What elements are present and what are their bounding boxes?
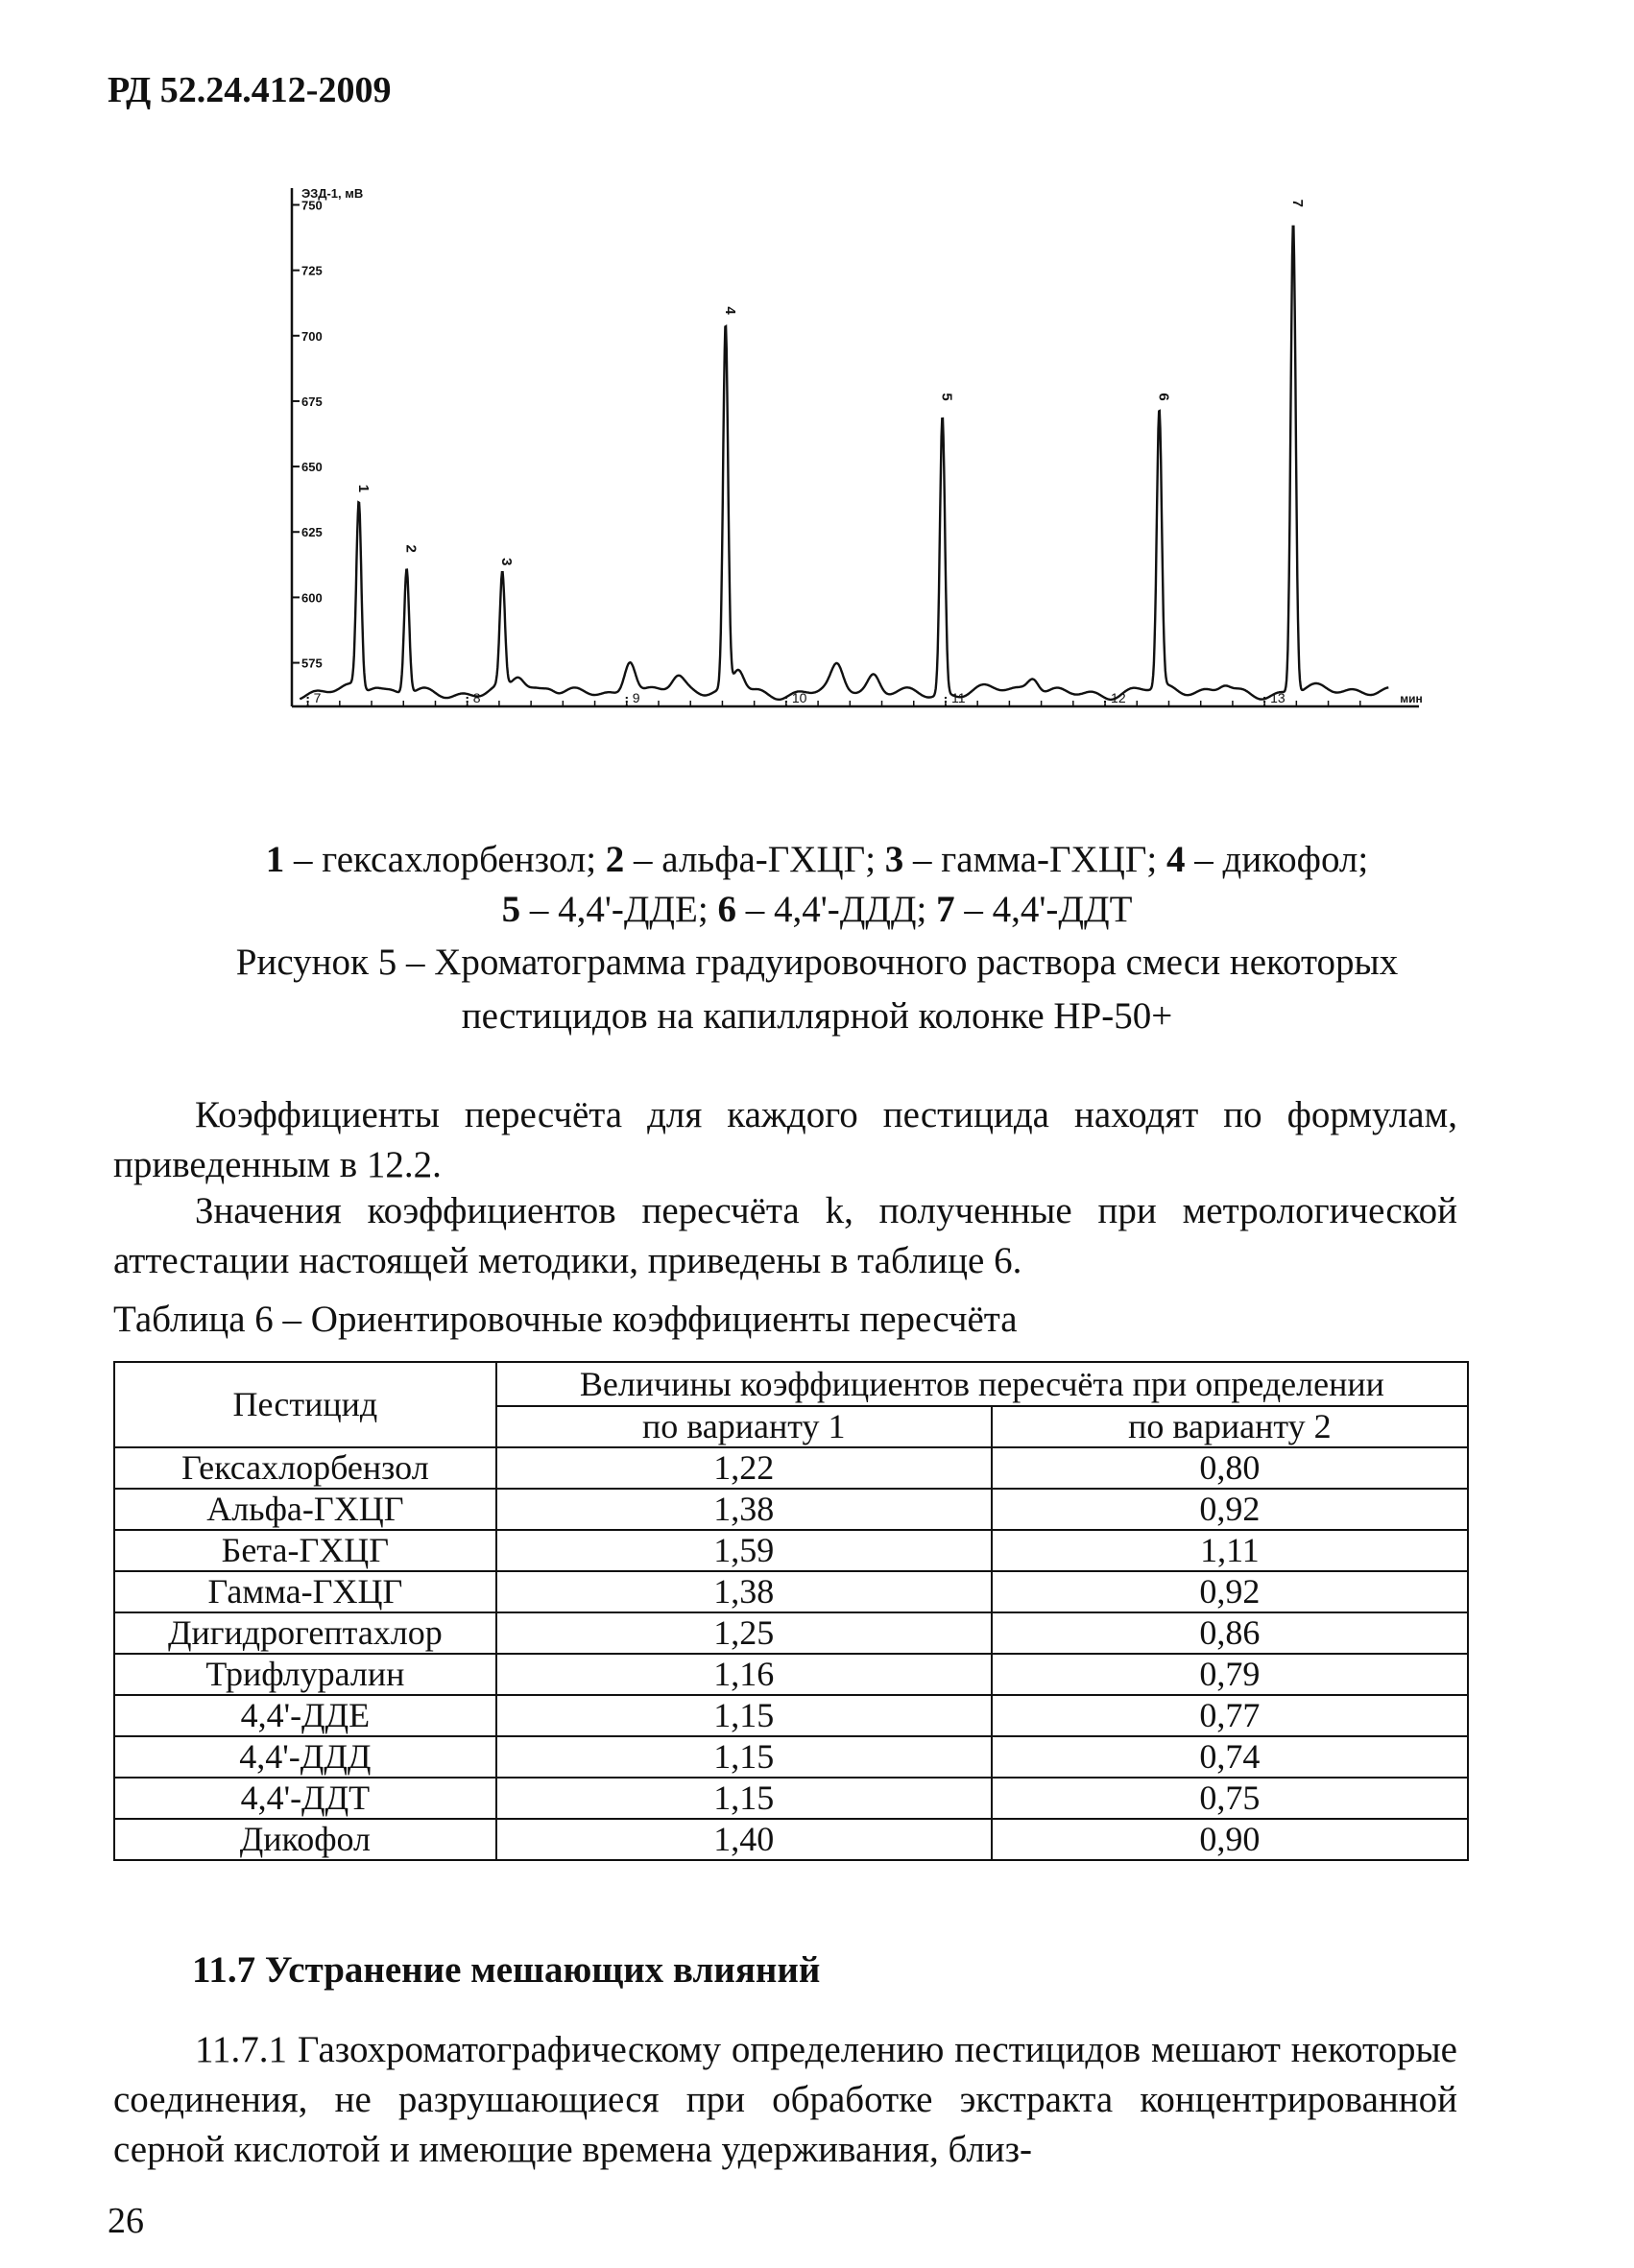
legend-num: 1 [265,839,285,880]
legend-num: 7 [936,889,955,930]
legend-num: 5 [501,889,521,930]
legend-text: – 4,4'-ДДТ [954,889,1133,930]
cell-variant-2: 0,86 [992,1612,1468,1654]
legend-text: – 4,4'-ДДЕ; [520,889,718,930]
cell-variant-2: 0,79 [992,1654,1468,1695]
cell-pesticide: Гексахлорбензол [114,1447,496,1489]
legend-num: 6 [717,889,736,930]
paragraph-1: Коэффициенты пересчёта для каждого пестицида находят по формулам, приведенным в 12.2. [113,1094,1457,1185]
y-tick-label: 600 [301,590,323,606]
y-tick-label: 725 [301,263,323,278]
legend-text: – гамма-ГХЦГ; [903,839,1166,880]
peak-label: 1 [354,484,372,493]
cell-variant-1: 1,38 [496,1571,992,1612]
table-row [114,1489,1468,1530]
cell-pesticide: Трифлуралин [114,1654,496,1695]
cell-variant-2: 0,75 [992,1778,1468,1819]
header-group: Величины коэффициентов пересчёта при определении [496,1362,1468,1406]
cell-variant-1: 1,38 [496,1489,992,1530]
peak-label: 5 [938,393,955,401]
table-row [114,1695,1468,1736]
y-axis-label: ЭЗД-1, мВ [301,186,364,201]
table-row [114,1612,1468,1654]
table-row [114,1571,1468,1612]
figure-caption [0,936,1634,1043]
cell-pesticide: 4,4'-ДДД [114,1736,496,1778]
legend-text: – дикофол; [1185,839,1369,880]
cell-variant-2: 0,92 [992,1489,1468,1530]
table-row [114,1654,1468,1695]
paragraph-3: 11.7.1 Газохроматографическому определению пестицидов мешают некоторые соединения, не разрушающиеся при обработке экстракта концентрированной серной кислотой и имеющие времена удерживания, близ- [113,2029,1457,2170]
table-row [114,1819,1468,1860]
peak-label: 3 [498,558,516,566]
cell-pesticide: Альфа-ГХЦГ [114,1489,496,1530]
page-number: 26 [108,2201,144,2241]
cell-variant-2: 1,11 [992,1530,1468,1571]
cell-pesticide: Дикофол [114,1819,496,1860]
cell-variant-2: 0,74 [992,1736,1468,1778]
cell-variant-1: 1,15 [496,1736,992,1778]
table-header-row [114,1362,1468,1406]
cell-variant-1: 1,15 [496,1695,992,1736]
cell-variant-2: 0,90 [992,1819,1468,1860]
cell-variant-1: 1,25 [496,1612,992,1654]
table-row [114,1530,1468,1571]
x-tick-label: 9 [632,690,640,705]
x-tick-label: 7 [313,690,322,705]
x-tick-label: 10 [791,690,807,705]
coefficients-table [113,1361,1469,1861]
y-tick-label: 700 [301,328,323,344]
cell-variant-1: 1,40 [496,1819,992,1860]
peak-label: 7 [1289,199,1307,207]
legend-line-2 [0,885,1634,935]
cell-variant-1: 1,15 [496,1778,992,1819]
table-row [114,1778,1468,1819]
y-tick-label: 575 [301,656,323,671]
cell-variant-2: 0,92 [992,1571,1468,1612]
document-header: РД 52.24.412-2009 [108,70,392,110]
legend-line-1 [0,835,1634,885]
signal-trace [300,227,1388,700]
table-row [114,1736,1468,1778]
cell-variant-2: 0,77 [992,1695,1468,1736]
cell-pesticide: Дигидрогептахлор [114,1612,496,1654]
cell-variant-1: 1,59 [496,1530,992,1571]
x-tick-label: 12 [1111,690,1126,705]
header-variant-2: по варианту 2 [992,1406,1468,1447]
table-row [114,1447,1468,1489]
legend-text: – 4,4'-ДДД; [735,889,937,930]
caption-line-1: Рисунок 5 – Хроматограмма градуировочного раствора смеси некоторых [235,942,1399,983]
figure-legend [0,835,1634,935]
cell-pesticide: 4,4'-ДДТ [114,1778,496,1819]
y-tick-label: 750 [301,198,323,213]
y-tick-label: 650 [301,460,323,475]
section-title: 11.7 Устранение мешающих влияний [192,1949,821,1991]
cell-pesticide: 4,4'-ДДЕ [114,1695,496,1736]
legend-num: 3 [884,839,904,880]
cell-variant-1: 1,16 [496,1654,992,1695]
legend-text: – гексахлорбензол; [284,839,606,880]
peak-label: 6 [1155,393,1172,401]
paragraph-2: Значения коэффициентов пересчёта k, полученные при метрологической аттестации настоящей методики, приведены в таблице 6. [113,1190,1457,1281]
x-tick-label: 8 [472,690,481,705]
legend-text: – альфа-ГХЦГ; [624,839,885,880]
y-tick-label: 675 [301,394,323,409]
x-tick-label: 11 [950,690,966,705]
cell-variant-2: 0,80 [992,1447,1468,1489]
header-variant-1: по варианту 1 [496,1406,992,1447]
caption-line-2: пестицидов на капиллярной колонке НР-50+ [461,995,1173,1037]
table-title: Таблица 6 – Ориентировочные коэффициенты пересчёта [113,1299,1018,1340]
cell-pesticide: Гамма-ГХЦГ [114,1571,496,1612]
x-axis-label: мин [1400,692,1423,705]
legend-num: 4 [1166,839,1186,880]
y-tick-label: 625 [301,525,323,540]
cell-variant-1: 1,22 [496,1447,992,1489]
peak-label: 4 [721,306,738,315]
cell-pesticide: Бета-ГХЦГ [114,1530,496,1571]
peak-label: 2 [402,544,420,553]
x-tick-label: 13 [1270,690,1286,705]
header-pesticide: Пестицид [114,1362,496,1447]
chromatogram-chart [278,180,1430,795]
legend-num: 2 [605,839,625,880]
